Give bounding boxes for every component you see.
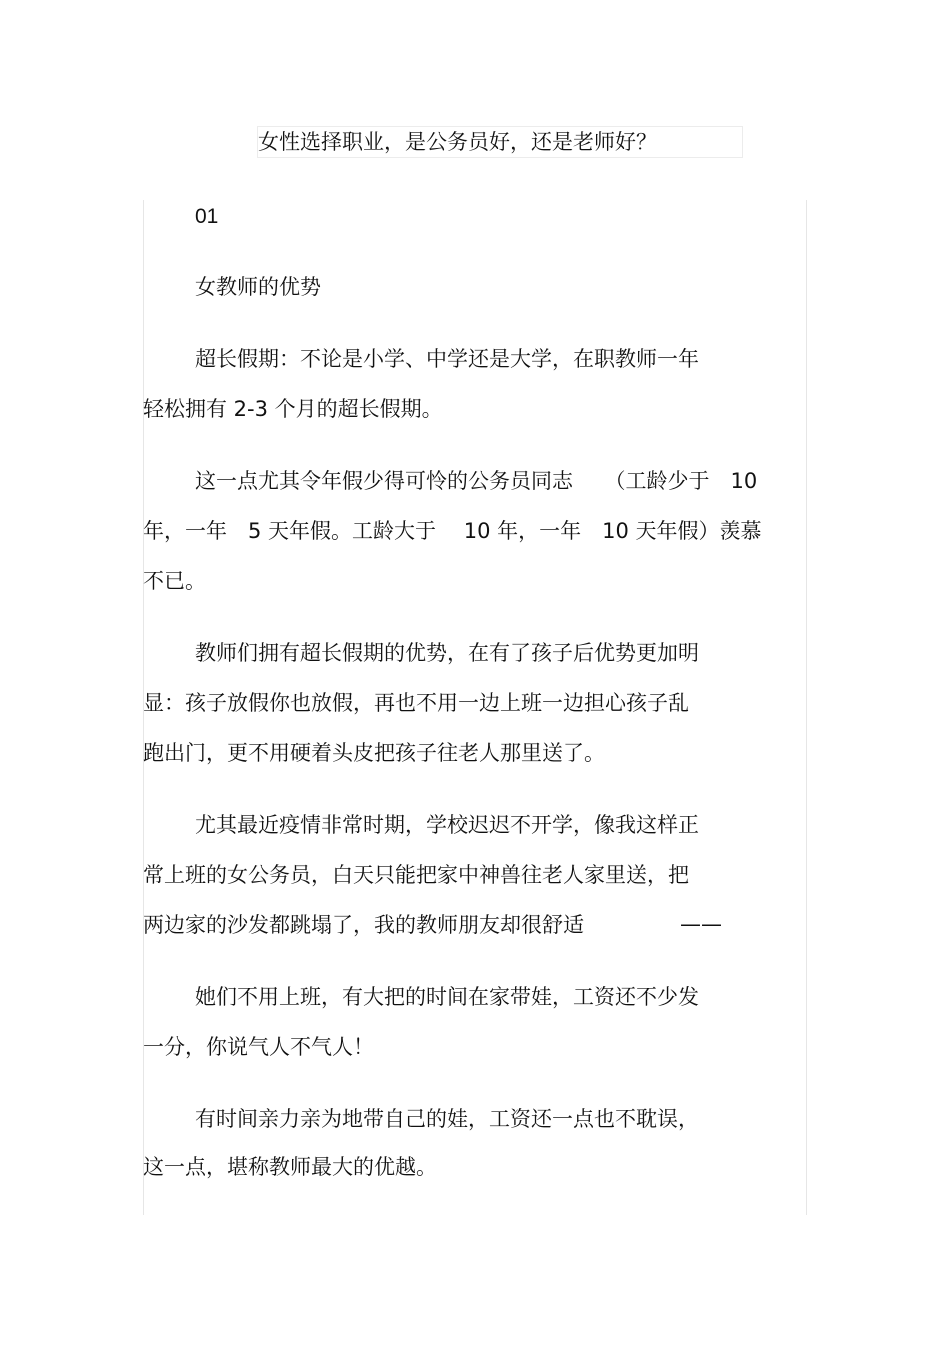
section-heading: 女教师的优势 (195, 275, 321, 299)
paragraph-line: 常上班的女公务员，白天只能把家中神兽往老人家里送，把 (143, 863, 689, 887)
paragraph-line: 显：孩子放假你也放假，再也不用一边上班一边担心孩子乱 (143, 691, 689, 715)
paragraph-line: 两边家的沙发都跳塌了，我的教师朋友却很舒适 (143, 913, 584, 937)
em-dash: —— (680, 912, 722, 936)
paragraph-line: 一分，你说气人不气人！ (143, 1035, 374, 1059)
paragraph-line: 年，一年 5 天年假。工龄大于 10 年，一年 10 天年假）羡慕 (143, 519, 762, 543)
paragraph-line: 超长假期：不论是小学、中学还是大学，在职教师一年 (195, 347, 699, 371)
paragraph-line: 教师们拥有超长假期的优势，在有了孩子后优势更加明 (195, 641, 699, 665)
paragraph-line: 这一点尤其令年假少得可怜的公务员同志 （工龄少于 10 (195, 469, 758, 493)
page-frame-right (806, 200, 807, 1215)
paragraph-line: 轻松拥有 2-3 个月的超长假期。 (143, 397, 443, 421)
paragraph-line: 跑出门，更不用硬着头皮把孩子往老人那里送了。 (143, 741, 605, 765)
section-number: 01 (195, 205, 219, 228)
paragraph-line: 她们不用上班，有大把的时间在家带娃，工资还不少发 (195, 985, 699, 1009)
paragraph-line: 不已。 (143, 569, 206, 593)
paragraph-line: 这一点，堪称教师最大的优越。 (143, 1155, 437, 1179)
paragraph-line: 有时间亲力亲为地带自己的娃，工资还一点也不耽误， (195, 1107, 699, 1131)
paragraph-line: 尤其最近疫情非常时期，学校迟迟不开学，像我这样正 (195, 813, 699, 837)
document-title: 女性选择职业，是公务员好，还是老师好？ (258, 130, 657, 154)
